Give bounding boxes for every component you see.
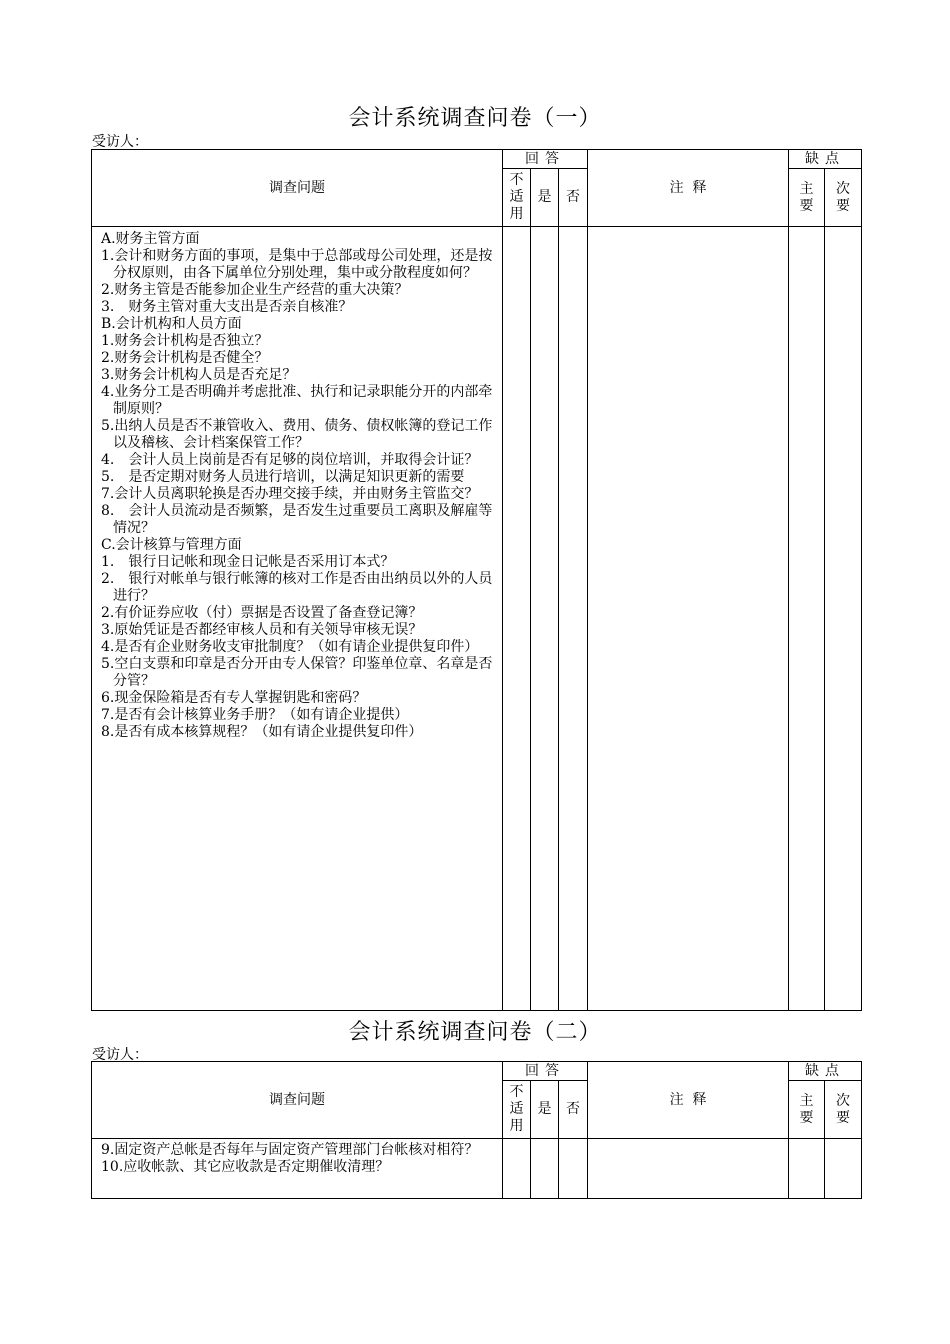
question-item: 2.财务主管是否能参加企业生产经营的重大决策？ (101, 282, 409, 298)
question-item: 8. 会计人员流动是否频繁，是否发生过重要员工离职及解雇等情况？ (101, 503, 493, 536)
survey1-title: 会计系统调查问卷（一） (348, 106, 602, 131)
header-yes: 是 (531, 1081, 559, 1139)
notes-cell[interactable] (588, 227, 789, 1011)
question-item: 3.财务会计机构人员是否充足？ (101, 367, 297, 383)
header-major: 主要 (789, 1081, 825, 1139)
answer-no-cell[interactable] (559, 227, 588, 1011)
header-yes: 是 (531, 169, 559, 227)
question-item: 2.有价证券应收（付）票据是否设置了备查登记簿？ (101, 605, 423, 621)
answer-no-cell[interactable] (559, 1139, 588, 1199)
question-item: 7.会计人员离职轮换是否办理交接手续，并由财务主管监交？ (101, 486, 479, 502)
defect-major-cell[interactable] (789, 227, 825, 1011)
header-notes: 注 释 (588, 1062, 789, 1139)
question-item: 1. 银行日记帐和现金日记帐是否采用订本式？ (101, 554, 395, 570)
question-item: 4.是否有企业财务收支审批制度？（如有请企业提供复印件） (101, 639, 479, 655)
defect-major-cell[interactable] (789, 1139, 825, 1199)
question-item: 1.财务会计机构是否独立？ (101, 333, 269, 349)
answer-not-applicable-cell[interactable] (503, 227, 531, 1011)
questions-cell (92, 1139, 503, 1199)
question-item: 10.应收帐款、其它应收款是否定期催收清理？ (101, 1159, 390, 1175)
survey2-title: 会计系统调查问卷（二） (348, 1020, 602, 1045)
section-heading-c: C.会计核算与管理方面 (101, 537, 242, 553)
header-no: 否 (559, 1081, 588, 1139)
question-item: 3. 财务主管对重大支出是否亲自核准？ (101, 299, 353, 315)
survey2-interviewee-label: 受访人： (92, 1047, 148, 1063)
question-item: 5.出纳人员是否不兼管收入、费用、债务、债权帐簿的登记工作以及稽核、会计档案保管工作？ (101, 418, 493, 451)
survey2-table (91, 1061, 862, 1199)
header-minor: 次要 (825, 169, 862, 227)
question-item: 7.是否有会计核算业务手册？（如有请企业提供） (101, 707, 409, 723)
section-heading-b: B.会计机构和人员方面 (101, 316, 242, 332)
header-question-col: 调查问题 (92, 1062, 503, 1139)
answer-yes-cell[interactable] (531, 1139, 559, 1199)
survey1-interviewee-label: 受访人： (92, 134, 148, 150)
header-not-applicable: 不适用 (503, 169, 531, 227)
header-not-applicable: 不适用 (503, 1081, 531, 1139)
defect-minor-cell[interactable] (825, 227, 862, 1011)
question-item: 9.固定资产总帐是否每年与固定资产管理部门台帐核对相符？ (101, 1142, 479, 1158)
header-question-col: 调查问题 (92, 150, 503, 227)
header-notes: 注 释 (588, 150, 789, 227)
question-item: 6.现金保险箱是否有专人掌握钥匙和密码？ (101, 690, 367, 706)
question-item: 4.业务分工是否明确并考虑批准、执行和记录职能分开的内部牵制原则？ (101, 384, 493, 417)
question-item: 2. 银行对帐单与银行帐簿的核对工作是否由出纳员以外的人员进行？ (101, 571, 493, 604)
question-item: 5. 是否定期对财务人员进行培训，以满足知识更新的需要 (101, 469, 465, 485)
question-item: 2.财务会计机构是否健全？ (101, 350, 269, 366)
question-item: 4. 会计人员上岗前是否有足够的岗位培训，并取得会计证？ (101, 452, 479, 468)
header-major: 主要 (789, 169, 825, 227)
question-item: 3.原始凭证是否都经审核人员和有关领导审核无误？ (101, 622, 423, 638)
header-minor: 次要 (825, 1081, 862, 1139)
question-item: 1.会计和财务方面的事项，是集中于总部或母公司处理，还是按分权原则，由各下属单位分别处理，集中或分散程度如何？ (101, 248, 493, 281)
section-heading-a: A.财务主管方面 (101, 231, 200, 247)
defect-minor-cell[interactable] (825, 1139, 862, 1199)
question-item: 8.是否有成本核算规程？（如有请企业提供复印件） (101, 724, 423, 740)
header-defect-group: 缺点 (789, 150, 862, 169)
header-no: 否 (559, 169, 588, 227)
survey1-table (91, 149, 862, 1011)
header-answer-group: 回答 (503, 1062, 588, 1081)
notes-cell[interactable] (588, 1139, 789, 1199)
answer-not-applicable-cell[interactable] (503, 1139, 531, 1199)
questions-cell (92, 227, 503, 1011)
header-defect-group: 缺点 (789, 1062, 862, 1081)
question-item: 5.空白支票和印章是否分开由专人保管？印鉴单位章、名章是否分管？ (101, 656, 493, 689)
header-answer-group: 回答 (503, 150, 588, 169)
answer-yes-cell[interactable] (531, 227, 559, 1011)
